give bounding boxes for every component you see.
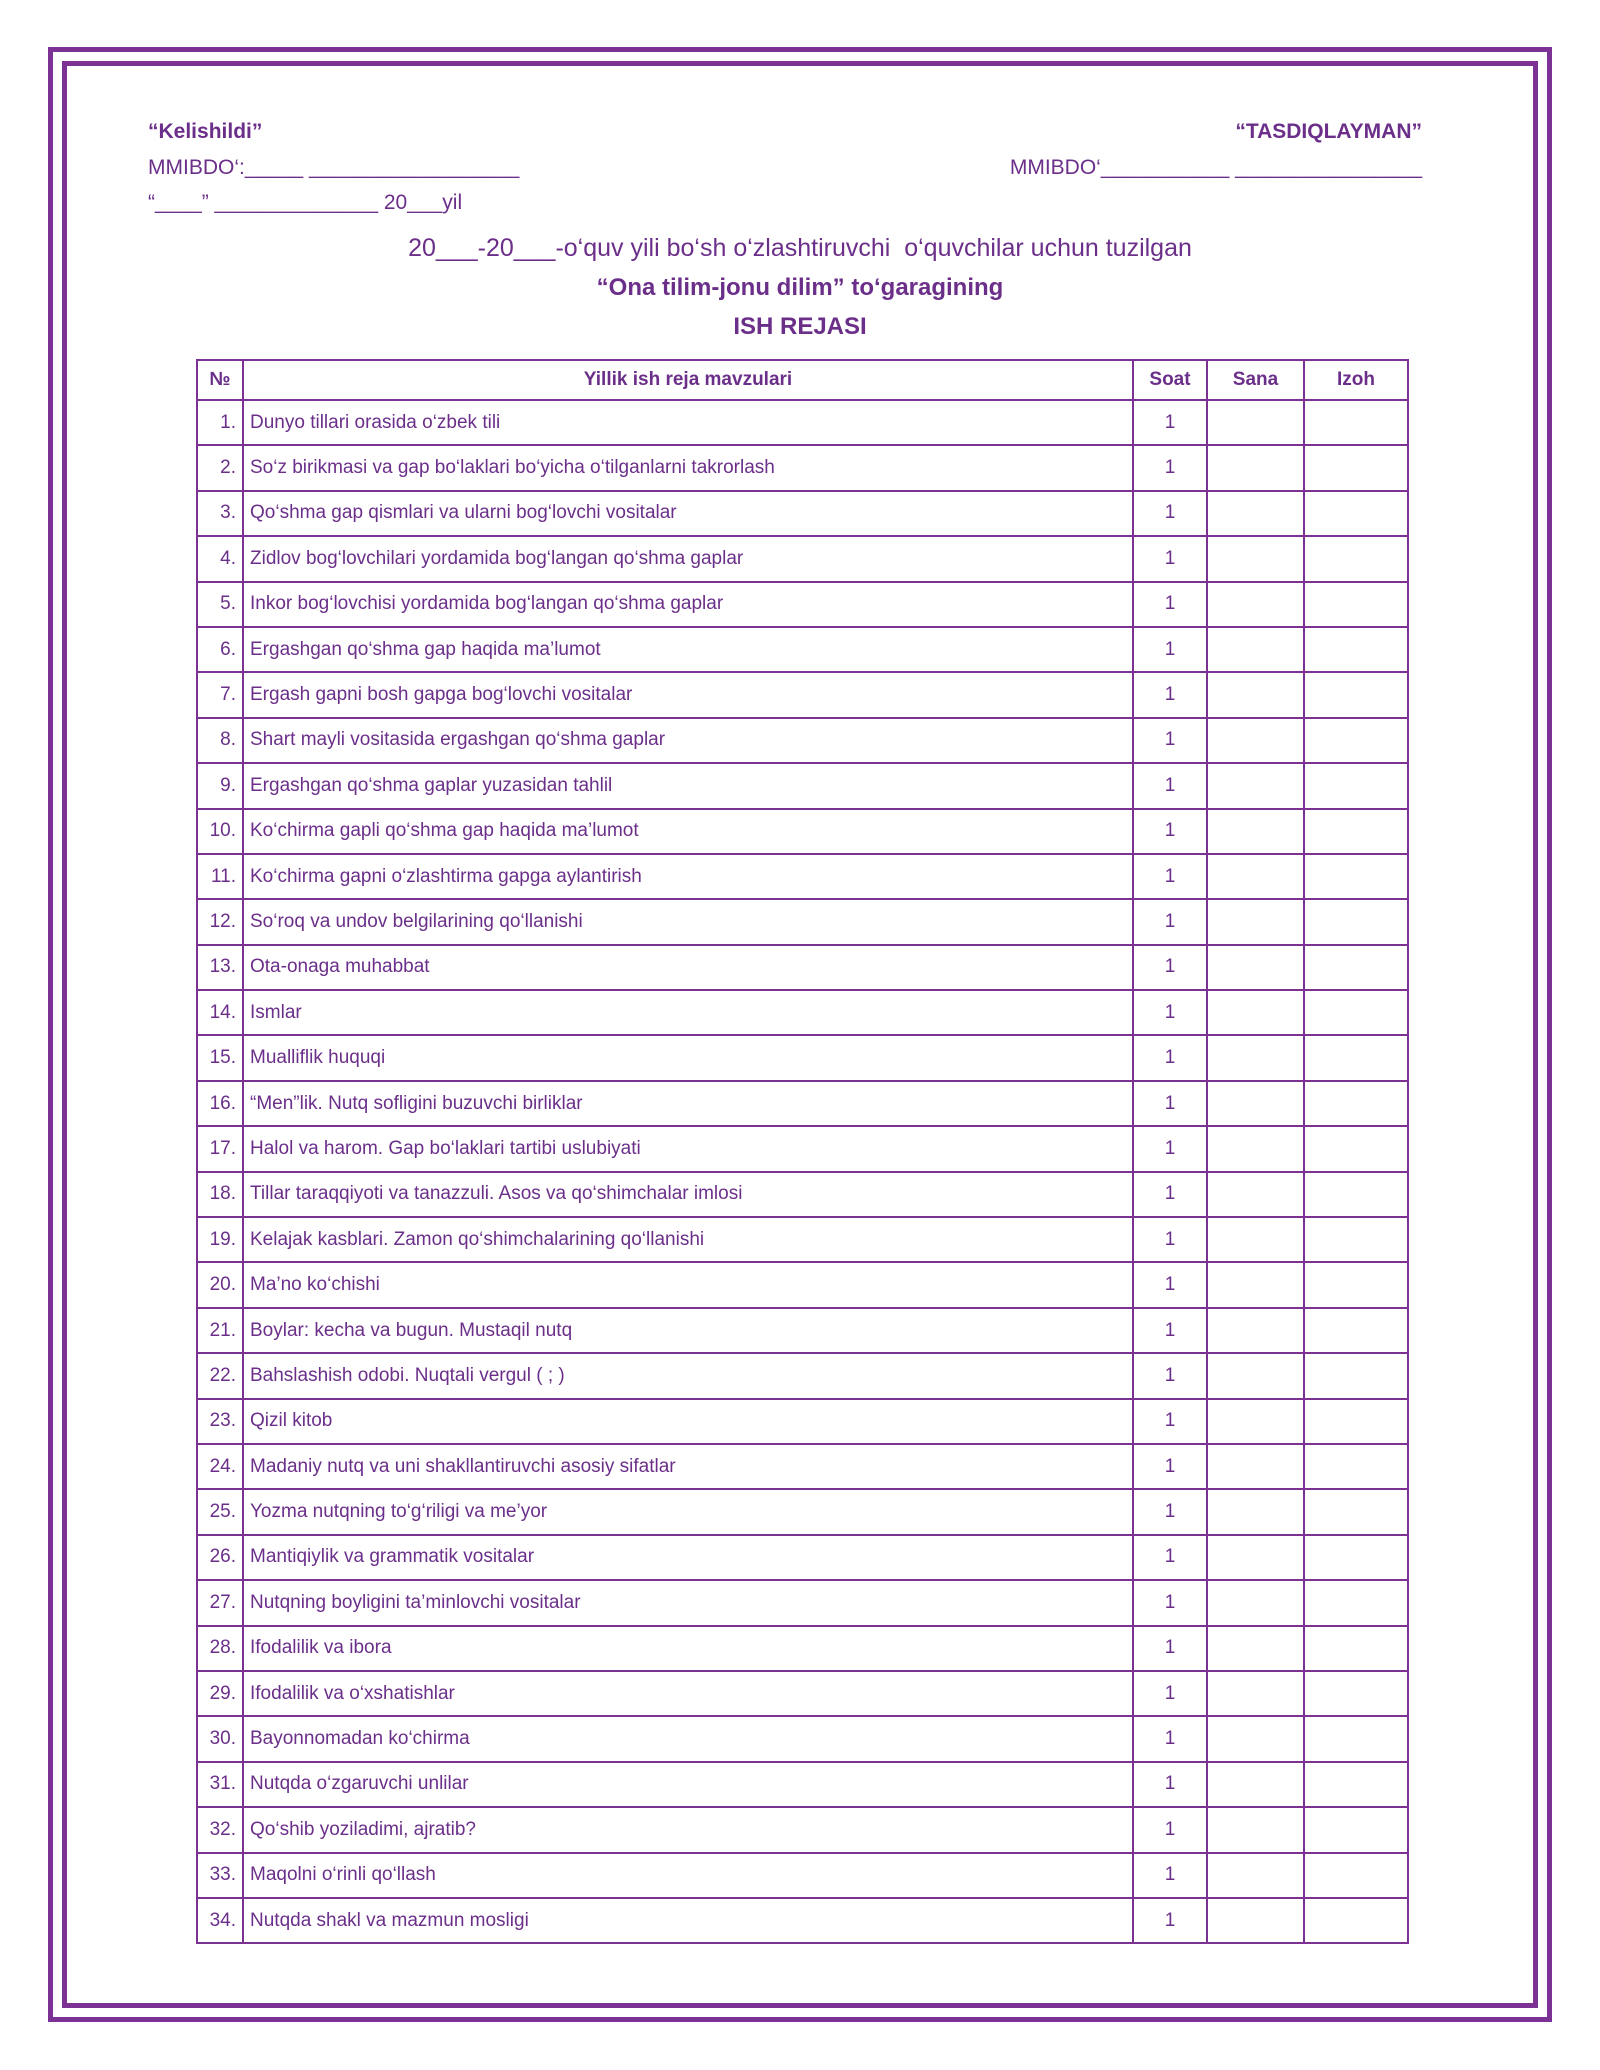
row-note (1304, 1399, 1408, 1444)
table-row (197, 1081, 1408, 1126)
row-date (1207, 945, 1304, 990)
agreed-heading: “Kelishildi” (148, 120, 263, 143)
row-note (1304, 1580, 1408, 1625)
row-number: 19. (197, 1217, 243, 1262)
row-topic: Madaniy nutq va uni shakllantiruvchi asosiy sifatlar (243, 1444, 1133, 1489)
row-date (1207, 990, 1304, 1035)
row-topic: Ergashgan qo‘shma gap haqida ma’lumot (243, 627, 1133, 672)
table-row (197, 1898, 1408, 1943)
row-date (1207, 1353, 1304, 1398)
row-note (1304, 1762, 1408, 1807)
table-row (197, 809, 1408, 854)
row-number: 20. (197, 1262, 243, 1307)
row-number: 6. (197, 627, 243, 672)
row-note (1304, 400, 1408, 445)
row-note (1304, 1807, 1408, 1852)
row-note (1304, 1035, 1408, 1080)
row-hours: 1 (1133, 1081, 1207, 1126)
row-date (1207, 1081, 1304, 1126)
row-note (1304, 1898, 1408, 1943)
row-topic: Tillar taraqqiyoti va tanazzuli. Asos va qo‘shimchalar imlosi (243, 1172, 1133, 1217)
table-row (197, 1762, 1408, 1807)
row-date (1207, 1762, 1304, 1807)
row-topic: Ko‘chirma gapli qo‘shma gap haqida ma’lumot (243, 809, 1133, 854)
row-topic: Bayonnomadan ko‘chirma (243, 1716, 1133, 1761)
row-note (1304, 1172, 1408, 1217)
table-row (197, 582, 1408, 627)
row-number: 24. (197, 1444, 243, 1489)
table-row (197, 854, 1408, 899)
approve-heading: “TASDIQLAYMAN” (1235, 120, 1422, 143)
row-hours: 1 (1133, 1671, 1207, 1716)
row-topic: Ergashgan qo‘shma gaplar yuzasidan tahlil (243, 763, 1133, 808)
row-topic: Yozma nutqning to‘g‘riligi va me’yor (243, 1489, 1133, 1534)
row-date (1207, 854, 1304, 899)
agreed-signature-line: MMIBDO‘:_____ __________________ (148, 156, 520, 179)
row-note (1304, 1353, 1408, 1398)
row-hours: 1 (1133, 1308, 1207, 1353)
row-hours: 1 (1133, 1807, 1207, 1852)
row-topic: Ota-onaga muhabbat (243, 945, 1133, 990)
row-number: 32. (197, 1807, 243, 1852)
row-hours: 1 (1133, 400, 1207, 445)
row-date (1207, 1126, 1304, 1171)
approve-signature-line: MMIBDO‘___________ ________________ (1009, 156, 1422, 179)
row-note (1304, 763, 1408, 808)
row-number: 11. (197, 854, 243, 899)
row-number: 34. (197, 1898, 243, 1943)
row-hours: 1 (1133, 718, 1207, 763)
row-number: 5. (197, 582, 243, 627)
row-date (1207, 1580, 1304, 1625)
row-hours: 1 (1133, 582, 1207, 627)
table-row (197, 1262, 1408, 1307)
table-body (197, 400, 1408, 1943)
row-date (1207, 899, 1304, 944)
row-topic: Dunyo tillari orasida o‘zbek tili (243, 400, 1133, 445)
row-date (1207, 1489, 1304, 1534)
row-hours: 1 (1133, 899, 1207, 944)
row-number: 10. (197, 809, 243, 854)
row-number: 23. (197, 1399, 243, 1444)
document-subtitle: 20___-20___-o‘quv yili bo‘sh o‘zlashtiruvchi o‘quvchilar uchun tuzilgan (408, 234, 1192, 262)
table-row (197, 1308, 1408, 1353)
row-number: 7. (197, 672, 243, 717)
row-number: 26. (197, 1535, 243, 1580)
table-row (197, 945, 1408, 990)
row-note (1304, 990, 1408, 1035)
row-date (1207, 627, 1304, 672)
table-row (197, 1126, 1408, 1171)
row-note (1304, 1535, 1408, 1580)
row-date (1207, 1671, 1304, 1716)
row-number: 17. (197, 1126, 243, 1171)
table-row (197, 1626, 1408, 1671)
row-note (1304, 1626, 1408, 1671)
table-row (197, 627, 1408, 672)
row-date (1207, 582, 1304, 627)
row-topic: Ifodalilik va o‘xshatishlar (243, 1671, 1133, 1716)
row-topic: Boylar: kecha va bugun. Mustaqil nutq (243, 1308, 1133, 1353)
row-note (1304, 945, 1408, 990)
row-date (1207, 400, 1304, 445)
row-hours: 1 (1133, 1853, 1207, 1898)
table-row (197, 1489, 1408, 1534)
table-header-row (197, 360, 1408, 400)
row-topic: So‘roq va undov belgilarining qo‘llanishi (243, 899, 1133, 944)
row-note (1304, 582, 1408, 627)
row-topic: Ergash gapni bosh gapga bog‘lovchi vositalar (243, 672, 1133, 717)
row-note (1304, 1489, 1408, 1534)
row-topic: Mualliflik huquqi (243, 1035, 1133, 1080)
row-date (1207, 1626, 1304, 1671)
row-hours: 1 (1133, 1489, 1207, 1534)
row-note (1304, 445, 1408, 490)
row-date (1207, 1308, 1304, 1353)
row-number: 14. (197, 990, 243, 1035)
column-header-topic: Yillik ish reja mavzulari (243, 360, 1133, 400)
row-topic: Mantiqiylik va grammatik vositalar (243, 1535, 1133, 1580)
table-row (197, 1172, 1408, 1217)
table-row (197, 1399, 1408, 1444)
row-number: 4. (197, 536, 243, 581)
row-topic: “Men”lik. Nutq sofligini buzuvchi birliklar (243, 1081, 1133, 1126)
row-note (1304, 672, 1408, 717)
row-number: 18. (197, 1172, 243, 1217)
row-note (1304, 1671, 1408, 1716)
row-hours: 1 (1133, 1353, 1207, 1398)
row-topic: Kelajak kasblari. Zamon qo‘shimchalarining qo‘llanishi (243, 1217, 1133, 1262)
row-hours: 1 (1133, 1172, 1207, 1217)
agreed-date-line: “____” ______________ 20___yil (148, 191, 463, 214)
row-topic: Nutqda o‘zgaruvchi unlilar (243, 1762, 1133, 1807)
row-number: 3. (197, 491, 243, 536)
row-hours: 1 (1133, 1399, 1207, 1444)
row-date (1207, 491, 1304, 536)
row-note (1304, 1081, 1408, 1126)
row-hours: 1 (1133, 536, 1207, 581)
row-number: 15. (197, 1035, 243, 1080)
column-header-number: № (197, 360, 243, 400)
row-date (1207, 1807, 1304, 1852)
row-hours: 1 (1133, 990, 1207, 1035)
row-number: 2. (197, 445, 243, 490)
row-date (1207, 1035, 1304, 1080)
row-number: 9. (197, 763, 243, 808)
row-hours: 1 (1133, 672, 1207, 717)
row-date (1207, 672, 1304, 717)
column-header-hours: Soat (1133, 360, 1207, 400)
row-topic: Ma’no ko‘chishi (243, 1262, 1133, 1307)
row-topic: Nutqda shakl va mazmun mosligi (243, 1898, 1133, 1943)
column-header-date: Sana (1207, 360, 1304, 400)
row-hours: 1 (1133, 491, 1207, 536)
row-hours: 1 (1133, 945, 1207, 990)
row-date (1207, 1535, 1304, 1580)
row-number: 31. (197, 1762, 243, 1807)
row-date (1207, 1898, 1304, 1943)
row-hours: 1 (1133, 1762, 1207, 1807)
row-topic: Zidlov bog‘lovchilari yordamida bog‘langan qo‘shma gaplar (243, 536, 1133, 581)
row-note (1304, 1444, 1408, 1489)
row-hours: 1 (1133, 1035, 1207, 1080)
row-date (1207, 1217, 1304, 1262)
row-hours: 1 (1133, 809, 1207, 854)
row-topic: Bahslashish odobi. Nuqtali vergul ( ; ) (243, 1353, 1133, 1398)
row-note (1304, 809, 1408, 854)
table-row (197, 718, 1408, 763)
table-row (197, 899, 1408, 944)
table-row (197, 672, 1408, 717)
row-topic: Maqolni o‘rinli qo‘llash (243, 1853, 1133, 1898)
row-number: 30. (197, 1716, 243, 1761)
row-topic: Halol va harom. Gap bo‘laklari tartibi uslubiyati (243, 1126, 1133, 1171)
row-topic: Ifodalilik va ibora (243, 1626, 1133, 1671)
row-hours: 1 (1133, 1262, 1207, 1307)
row-note (1304, 536, 1408, 581)
row-number: 16. (197, 1081, 243, 1126)
row-number: 28. (197, 1626, 243, 1671)
row-number: 25. (197, 1489, 243, 1534)
row-topic: Nutqning boyligini ta’minlovchi vositalar (243, 1580, 1133, 1625)
row-hours: 1 (1133, 1444, 1207, 1489)
table-row (197, 1853, 1408, 1898)
table-row (197, 445, 1408, 490)
row-date (1207, 1399, 1304, 1444)
row-number: 1. (197, 400, 243, 445)
table-row (197, 1444, 1408, 1489)
column-header-note: Izoh (1304, 360, 1408, 400)
row-date (1207, 536, 1304, 581)
row-topic: Qo‘shib yoziladimi, ajratib? (243, 1807, 1133, 1852)
row-number: 13. (197, 945, 243, 990)
row-number: 21. (197, 1308, 243, 1353)
row-note (1304, 899, 1408, 944)
row-hours: 1 (1133, 1898, 1207, 1943)
row-hours: 1 (1133, 1535, 1207, 1580)
row-date (1207, 809, 1304, 854)
row-date (1207, 1262, 1304, 1307)
row-note (1304, 1126, 1408, 1171)
table-row (197, 1535, 1408, 1580)
table-row (197, 1353, 1408, 1398)
work-plan-table (196, 359, 1409, 1944)
row-topic: Qizil kitob (243, 1399, 1133, 1444)
row-number: 12. (197, 899, 243, 944)
table-row (197, 990, 1408, 1035)
row-hours: 1 (1133, 854, 1207, 899)
table-row (197, 400, 1408, 445)
row-date (1207, 1716, 1304, 1761)
table-row (197, 1035, 1408, 1080)
row-date (1207, 445, 1304, 490)
row-topic: Ko‘chirma gapni o‘zlashtirma gapga aylantirish (243, 854, 1133, 899)
row-number: 8. (197, 718, 243, 763)
table-row (197, 1580, 1408, 1625)
row-date (1207, 1172, 1304, 1217)
row-note (1304, 627, 1408, 672)
row-number: 27. (197, 1580, 243, 1625)
row-note (1304, 1217, 1408, 1262)
row-date (1207, 718, 1304, 763)
document-title: ISH REJASI (733, 313, 867, 340)
row-note (1304, 718, 1408, 763)
row-hours: 1 (1133, 627, 1207, 672)
table-row (197, 1807, 1408, 1852)
row-topic: Shart mayli vositasida ergashgan qo‘shma gaplar (243, 718, 1133, 763)
row-topic: Inkor bog‘lovchisi yordamida bog‘langan qo‘shma gaplar (243, 582, 1133, 627)
table-row (197, 1217, 1408, 1262)
row-number: 22. (197, 1353, 243, 1398)
row-date (1207, 763, 1304, 808)
row-date (1207, 1853, 1304, 1898)
row-hours: 1 (1133, 1217, 1207, 1262)
table-row (197, 1671, 1408, 1716)
row-note (1304, 1853, 1408, 1898)
table-row (197, 491, 1408, 536)
club-name: “Ona tilim-jonu dilim” to‘garagining (596, 274, 1004, 301)
table-row (197, 1716, 1408, 1761)
row-note (1304, 1716, 1408, 1761)
row-topic: So‘z birikmasi va gap bo‘laklari bo‘yicha o‘tilganlarni takrorlash (243, 445, 1133, 490)
row-date (1207, 1444, 1304, 1489)
row-note (1304, 854, 1408, 899)
row-topic: Ismlar (243, 990, 1133, 1035)
row-hours: 1 (1133, 445, 1207, 490)
row-hours: 1 (1133, 1716, 1207, 1761)
row-note (1304, 1308, 1408, 1353)
table-row (197, 536, 1408, 581)
row-hours: 1 (1133, 1580, 1207, 1625)
row-hours: 1 (1133, 763, 1207, 808)
row-hours: 1 (1133, 1126, 1207, 1171)
row-number: 33. (197, 1853, 243, 1898)
row-note (1304, 491, 1408, 536)
table-row (197, 763, 1408, 808)
row-topic: Qo‘shma gap qismlari va ularni bog‘lovchi vositalar (243, 491, 1133, 536)
row-hours: 1 (1133, 1626, 1207, 1671)
row-number: 29. (197, 1671, 243, 1716)
row-note (1304, 1262, 1408, 1307)
